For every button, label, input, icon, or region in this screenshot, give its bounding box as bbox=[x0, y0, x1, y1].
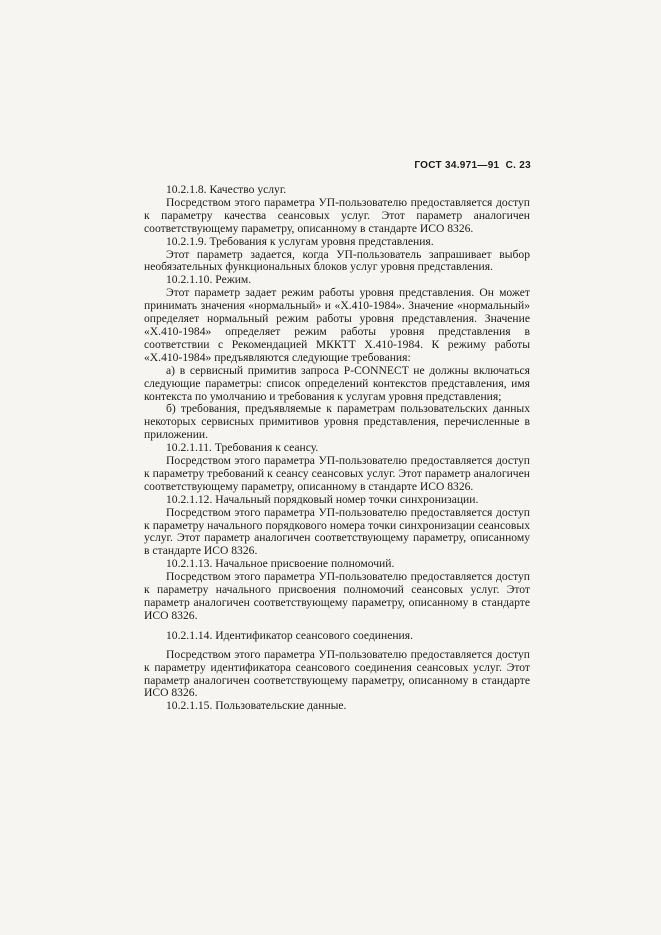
section-heading bbox=[144, 700, 530, 713]
section-heading bbox=[144, 236, 530, 249]
section-paragraph: Посредством этого параметра УП-пользователю предоставляется доступ к параметру начального порядкового номера точки синхронизации сеансовых услуг. Этот параметр аналогичен соответствующему параметру, описанному в стандарте ИСО 8326. bbox=[144, 505, 530, 558]
section-user-data bbox=[144, 700, 530, 713]
section-number: 10.2.1.14. bbox=[166, 628, 213, 642]
section-title: Начальное присвоение полномочий. bbox=[215, 557, 395, 571]
section-number: 10.2.1.9. bbox=[166, 234, 207, 248]
section-session-requirements bbox=[144, 442, 530, 494]
section-number: 10.2.1.12. bbox=[166, 492, 213, 506]
section-paragraph: Посредством этого параметра УП-пользователю предоставляется доступ к параметру качества сеансовых услуг. Этот параметр аналогичен соответствующему параметру, описанному в стандарте ИСО 8326. bbox=[144, 195, 530, 235]
section-title: Требования к сеансу. bbox=[214, 441, 319, 455]
section-paragraph: Посредством этого параметра УП-пользователю предоставляется доступ к параметру требований к сеансу сеансовых услуг. Этот параметр аналогичен соответствующему параметру, описанному в стандарте ИСО 8326. bbox=[144, 454, 530, 493]
section-session-connection-id bbox=[144, 630, 530, 701]
section-title: Начальный порядковый номер точки синхронизации. bbox=[215, 492, 479, 506]
section-mode bbox=[144, 274, 530, 442]
section-number: 10.2.1.8. bbox=[166, 183, 207, 196]
section-number: 10.2.1.11. bbox=[166, 441, 212, 455]
section-heading bbox=[144, 184, 530, 197]
page-number: С. 23 bbox=[505, 160, 531, 171]
page-header bbox=[400, 160, 531, 171]
section-heading bbox=[144, 494, 530, 507]
section-quality-of-service bbox=[144, 184, 530, 236]
section-paragraph: Посредством этого параметра УП-пользователю предоставляется доступ к параметру идентификатора сеансового соединения сеансовых услуг. Этот параметр аналогичен соответствующему параметру, описанному в стандарте ИСО 8326. bbox=[144, 647, 530, 700]
section-title: Режим. bbox=[215, 273, 252, 287]
section-title: Пользовательские данные. bbox=[215, 699, 347, 713]
section-initial-sync-point bbox=[144, 494, 530, 559]
section-presentation-requirements bbox=[144, 236, 530, 275]
section-number: 10.2.1.15. bbox=[166, 699, 213, 713]
list-item-b: б) требования, предъявляемые к параметрам пользовательских данных некоторых сервисных примитивов уровня представления, перечисленные в приложении. bbox=[144, 402, 530, 442]
section-paragraph: Этот параметр задается, когда УП-пользователь запрашивает выбор необязательных функциональных блоков услуг уровня представления. bbox=[144, 247, 530, 274]
section-title: Идентификатор сеансового соединения. bbox=[215, 628, 413, 642]
list-item-a: а) в сервисный примитив запроса P-CONNECT не должны включаться следующие параметры: список определений контекстов представления, имя контекста по умолчанию и требования к услугам уровня представления; bbox=[144, 363, 530, 403]
section-initial-token-assignment bbox=[144, 558, 530, 623]
section-paragraph: Этот параметр задает режим работы уровня представления. Он может принимать значения «нормальный» и «Х.410-1984». Значение «нормальный» определяет нормальный режим работы уровня представления. Значение «Х.410-1984» определяет режим работы уровня представления в соответствии с Рекомендацией МККТТ Х.410-1984. К режиму работы «Х.410-1984» предъявляются следующие требования: bbox=[144, 286, 530, 364]
section-title: Качество услуг. bbox=[209, 183, 287, 196]
document-body bbox=[144, 184, 530, 713]
standard-designation: ГОСТ 34.971—91 bbox=[414, 160, 500, 171]
section-heading bbox=[144, 630, 530, 643]
section-paragraph: Посредством этого параметра УП-пользователю предоставляется доступ к параметру начального присвоения полномочий сеансовых услуг. Этот параметр аналогичен соответствующему параметру, описанному в стандарте ИСО 8326. bbox=[144, 570, 530, 622]
section-title: Требования к услугам уровня представления. bbox=[209, 234, 434, 248]
section-number: 10.2.1.10. bbox=[166, 273, 213, 287]
section-number: 10.2.1.13. bbox=[166, 557, 213, 571]
